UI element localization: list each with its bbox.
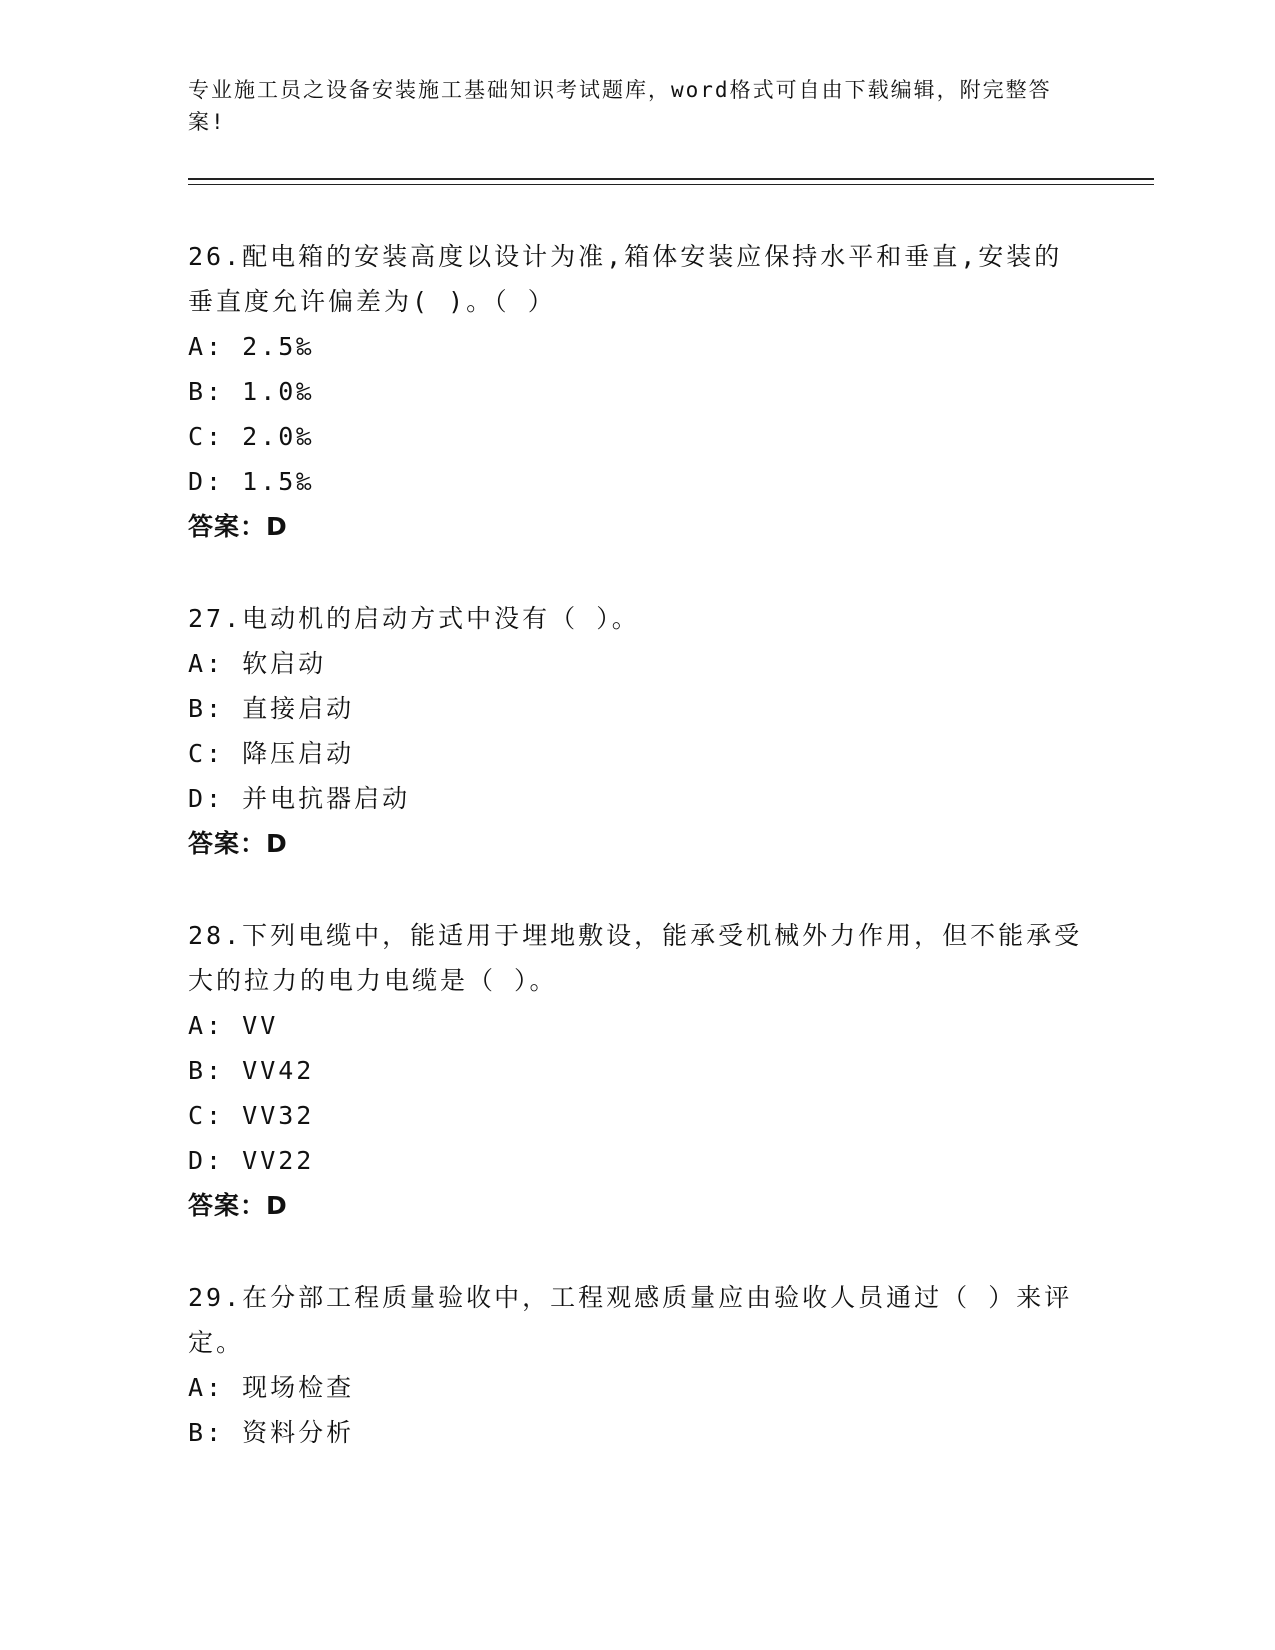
answer-label: 答案：D (188, 829, 288, 858)
question-26 (188, 234, 1088, 549)
question-list (188, 234, 1088, 1502)
option-d: D: 并电抗器启动 (188, 784, 411, 813)
answer-label: 答案：D (188, 1191, 288, 1220)
question-28 (188, 913, 1088, 1228)
question-stem: 27.电动机的启动方式中没有（ ）。 (188, 604, 640, 633)
question-stem: 29.在分部工程质量验收中，工程观感质量应由验收人员通过（ ）来评定。 (188, 1283, 1073, 1357)
option-b: B: 1.0‰ (188, 377, 315, 406)
option-d: D: 1.5‰ (188, 467, 315, 496)
answer-label: 答案：D (188, 512, 288, 541)
question-29 (188, 1275, 1088, 1455)
question-stem: 26.配电箱的安装高度以设计为准,箱体安装应保持水平和垂直,安装的垂直度允许偏差为( )。（ ） (188, 242, 1063, 316)
option-a: A: 2.5‰ (188, 332, 315, 361)
option-c: C: VV32 (188, 1101, 315, 1130)
option-c: C: 降压启动 (188, 739, 355, 768)
option-d: D: VV22 (188, 1146, 315, 1175)
option-a: A: 软启动 (188, 649, 327, 678)
option-b: B: VV42 (188, 1056, 315, 1085)
option-b: B: 资料分析 (188, 1418, 355, 1447)
option-c: C: 2.0‰ (188, 422, 315, 451)
question-stem: 28.下列电缆中，能适用于埋地敷设，能承受机械外力作用，但不能承受大的拉力的电力电缆是（ ）。 (188, 921, 1083, 995)
option-a: A: 现场检查 (188, 1373, 355, 1402)
page-header: 专业施工员之设备安装施工基础知识考试题库，word格式可自由下载编辑，附完整答案! (188, 78, 1052, 134)
question-27 (188, 596, 1088, 866)
option-b: B: 直接启动 (188, 694, 355, 723)
option-a: A: VV (188, 1011, 279, 1040)
header-divider (188, 178, 1154, 185)
